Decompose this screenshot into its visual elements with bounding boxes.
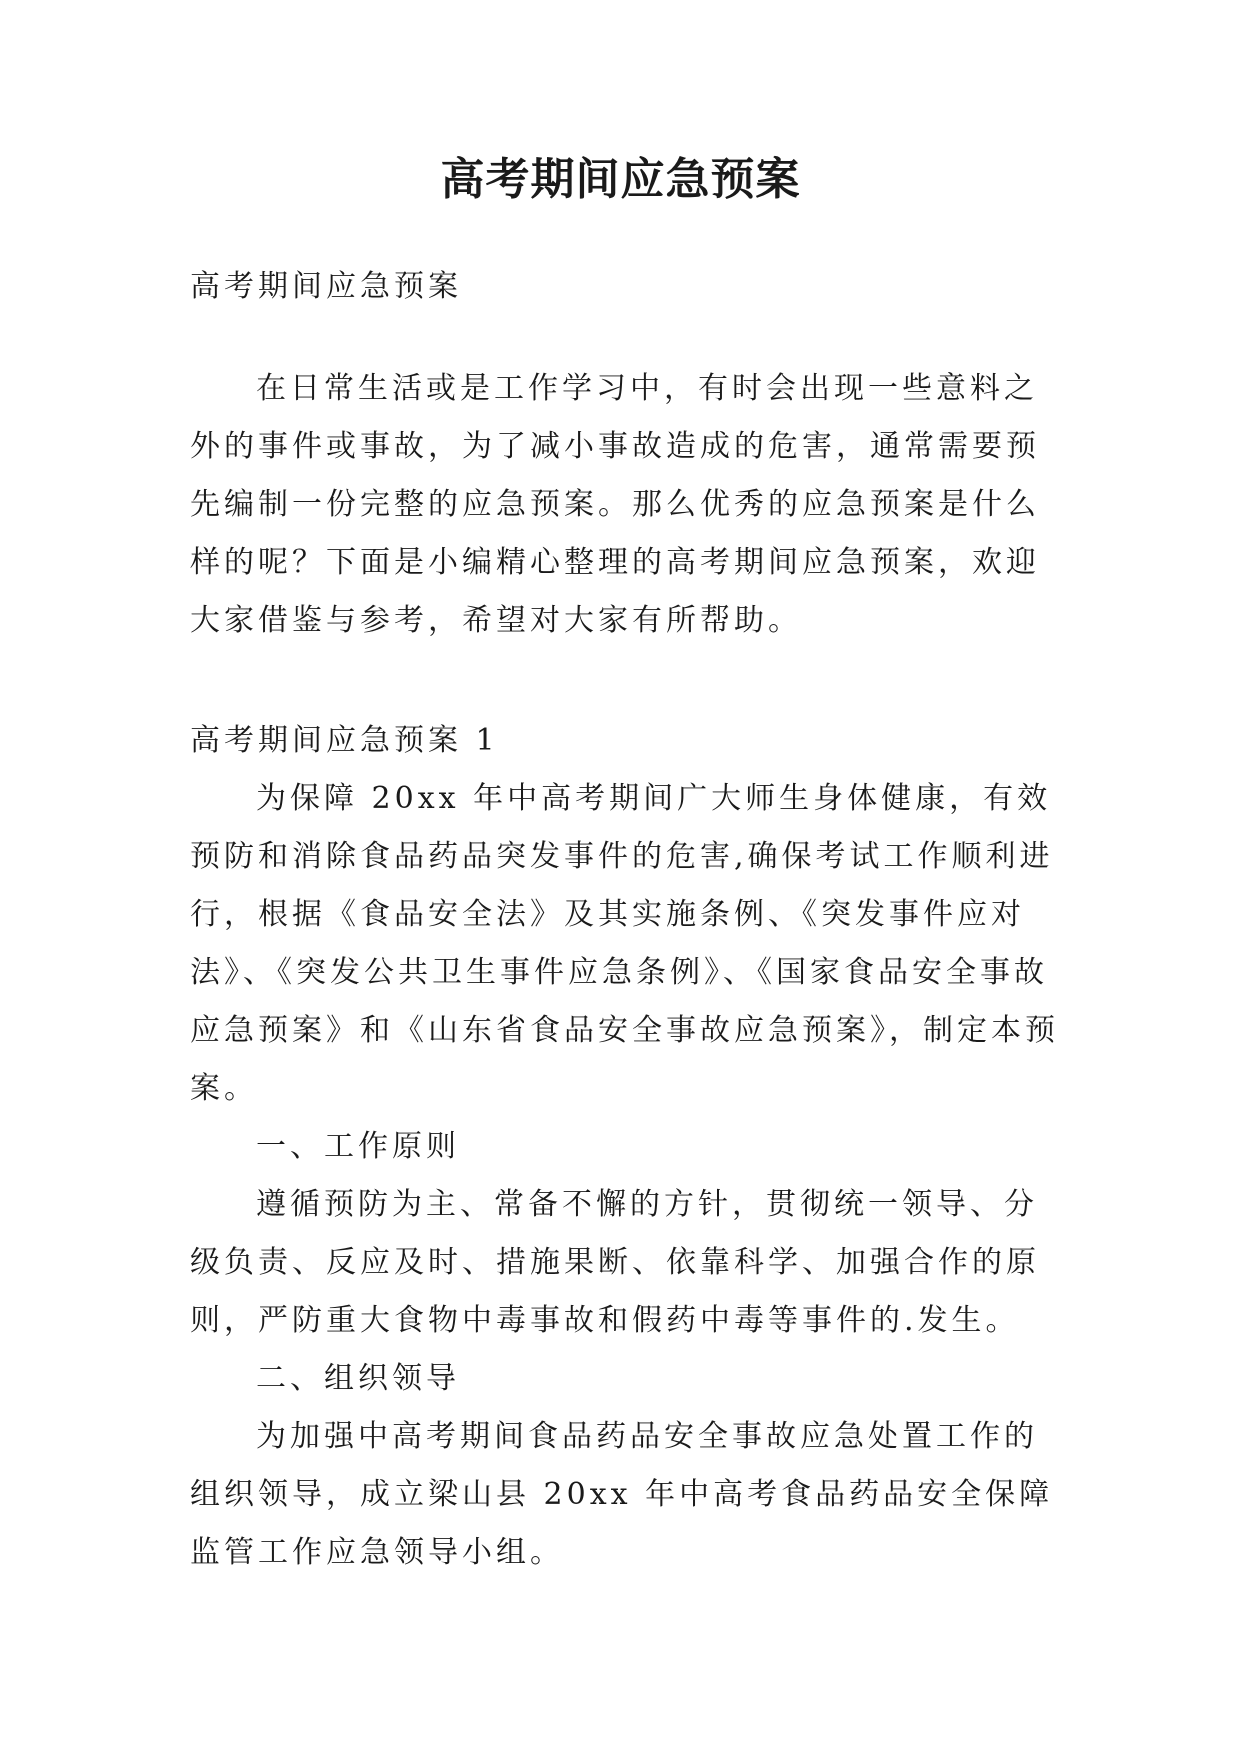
- leadership-paragraph: 为加强中高考期间食品药品安全事故应急处置工作的组织领导，成立梁山县 20xx 年中高考食品药品安全保障监管工作应急领导小组。: [190, 1419, 1054, 1570]
- section1-heading: 高考期间应急预案 1: [190, 723, 499, 758]
- principle-heading: 一、工作原则: [256, 1129, 460, 1164]
- section1-block: [190, 712, 1060, 1582]
- document-subtitle: 高考期间应急预案: [190, 269, 462, 304]
- document-title: 高考期间应急预案: [440, 154, 801, 205]
- intro-paragraph: 在日常生活或是工作学习中，有时会出现一些意料之外的事件或事故，为了减小事故造成的危害，通常需要预先编制一份完整的应急预案。那么优秀的应急预案是什么样的呢？下面是小编精心整理的高考期间应急预案，欢迎大家借鉴与参考，希望对大家有所帮助。: [190, 371, 1040, 638]
- leadership-heading: 二、组织领导: [256, 1361, 460, 1396]
- principle-paragraph: 遵循预防为主、常备不懈的方针，贯彻统一领导、分级负责、反应及时、措施果断、依靠科学、加强合作的原则，严防重大食物中毒事故和假药中毒等事件的.发生。: [190, 1187, 1040, 1338]
- section1-paragraph: 为保障 20xx 年中高考期间广大师生身体健康，有效预防和消除食品药品突发事件的危害,确保考试工作顺利进行，根据《食品安全法》及其实施条例、《突发事件应对法》、《突发公共卫生事件应急条例》、《国家食品安全事故应急预案》和《山东省食品安全事故应急预案》，制定本预案。: [190, 781, 1059, 1106]
- intro-block: [190, 360, 1060, 650]
- subtitle-block: [190, 258, 1060, 316]
